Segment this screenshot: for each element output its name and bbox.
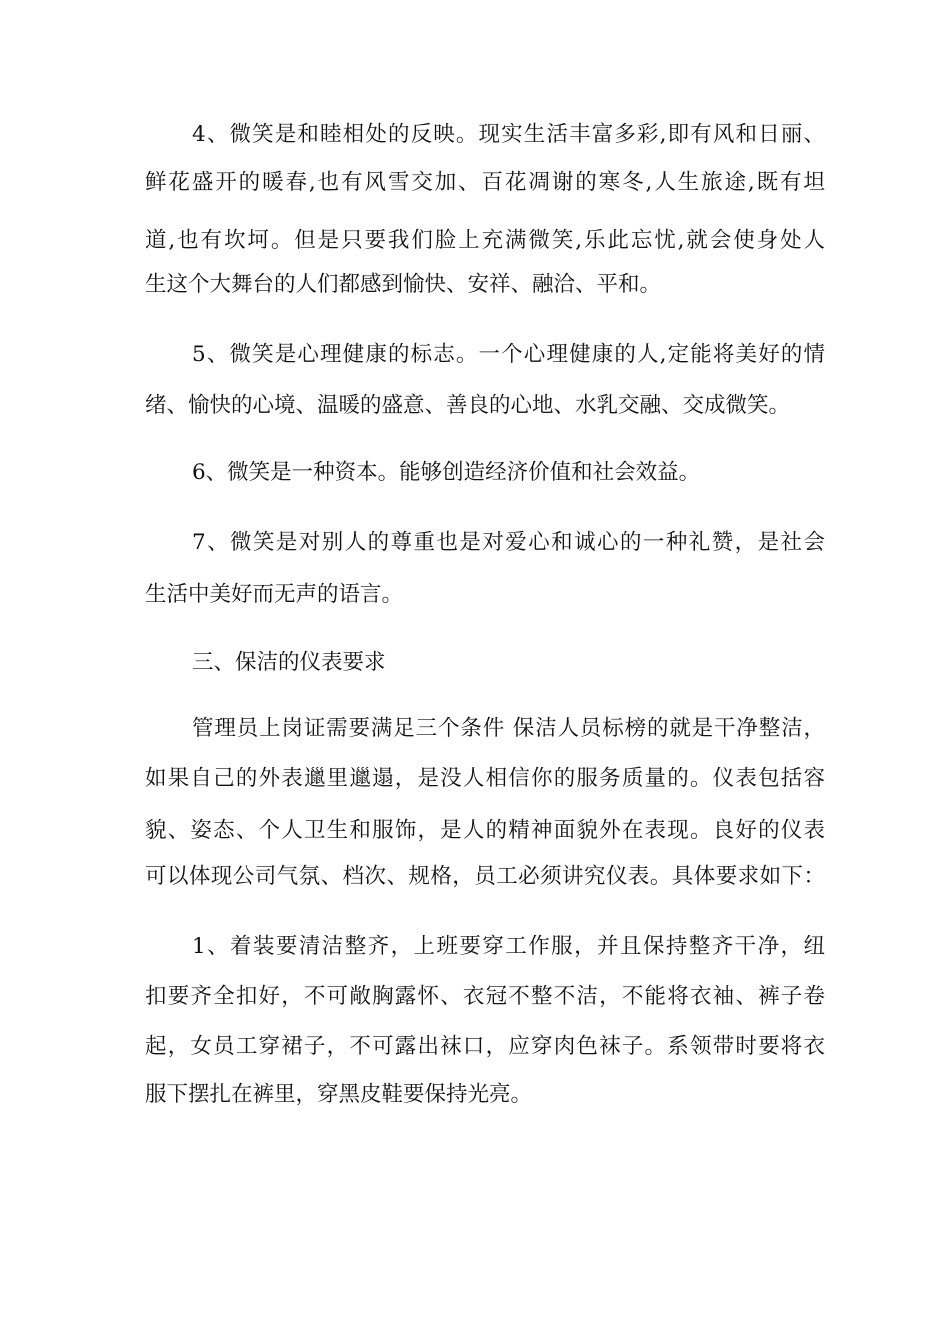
paragraph-line: 扣要齐全扣好，不可敞胸露怀、衣冠不整不洁，不能将衣袖、裤子卷 [145, 984, 825, 1009]
paragraph-line: 服下摆扎在裤里，穿黑皮鞋要保持光亮。 [145, 1082, 533, 1107]
paragraph-line: 6、微笑是一种资本。能够创造经济价值和社会效益。 [192, 460, 701, 485]
paragraph-line: 生这个大舞台的人们都感到愉快、安祥、融洽、平和。 [145, 272, 662, 297]
paragraph-line: 貌、姿态、个人卫生和服饰，是人的精神面貌外在表现。良好的仪表 [145, 818, 825, 843]
paragraph-line: 起，女员工穿裙子，不可露出袜口，应穿肉色袜子。系领带时要将衣 [145, 1034, 825, 1059]
paragraph-line: 4、微笑是和睦相处的反映。现实生活丰富多彩,即有风和日丽、 [192, 122, 825, 147]
paragraph-line: 如果自己的外表邋里邋遢，是没人相信你的服务质量的。仪表包括容 [145, 766, 825, 791]
paragraph-line: 1、着装要清洁整齐，上班要穿工作服，并且保持整齐干净，纽 [192, 934, 825, 959]
paragraph-line: 7、微笑是对别人的尊重也是对爱心和诚心的一种礼赞，是社会 [192, 530, 825, 555]
paragraph-line: 鲜花盛开的暖春,也有风雪交加、百花凋谢的寒冬,人生旅途,既有坦 [145, 170, 825, 195]
paragraph-line: 绪、愉快的心境、温暖的盛意、善良的心地、水乳交融、交成微笑。 [145, 393, 791, 418]
paragraph-line: 道,也有坎坷。但是只要我们脸上充满微笑,乐此忘忧,就会使身处人 [145, 228, 825, 253]
paragraph-line: 可以体现公司气氛、档次、规格，员工必须讲究仪表。具体要求如下： [145, 864, 825, 889]
paragraph-line: 管理员上岗证需要满足三个条件 保洁人员标榜的就是干净整洁， [192, 716, 825, 741]
paragraph-line: 5、微笑是心理健康的标志。一个心理健康的人,定能将美好的情 [192, 342, 825, 367]
paragraph-line: 生活中美好而无声的语言。 [145, 582, 404, 607]
section-heading: 三、保洁的仪表要求 [192, 650, 386, 675]
